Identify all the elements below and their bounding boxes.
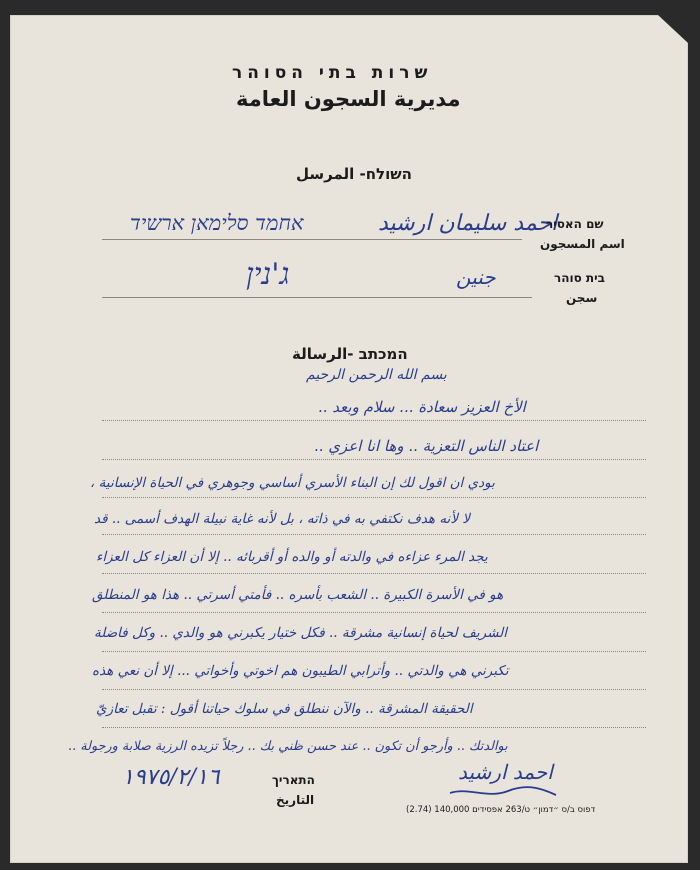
prison-line — [102, 297, 532, 298]
prisoner-name-label-arabic: اسم المسجون — [540, 237, 625, 251]
date-label-arabic: التاريخ — [276, 793, 315, 807]
signature-flourish — [448, 785, 558, 801]
printer-footer: דפוס ב/ס ״דמון״ ט/263 אפסידים 140,000 (2.74) — [406, 805, 596, 815]
letter-line-6: يجد المرء عزاءه في والدته أو والده أو أقربائه .. إلا أن العزاء كل العزاء — [96, 549, 488, 565]
prisoner-name-label-hebrew: שם האסיר — [546, 217, 604, 231]
letter-line-3: اعتاد الناس التعزية .. وها انا اعزي .. — [314, 437, 539, 455]
letter-line-11: بوالدتك .. وأرجو أن تكون .. عند حسن ظني بك .. رجلاً تزيده الرزية صلابة ورجولة .. — [68, 739, 508, 754]
prison-label-arabic: سجن — [566, 291, 598, 305]
sender-label: השולח- المرسل — [296, 165, 412, 183]
prisoner-name-hebrew: אחמד סלימאן ארשיד — [130, 211, 304, 235]
letter-line-2: الأخ العزيز سعادة ... سلام وبعد .. — [318, 398, 526, 416]
ruled-line-8 — [102, 689, 646, 690]
letter-line-10: الحقيقة المشرقة .. والآن ننطلق في سلوك حياتنا أقول : تقبل تعازيّ — [96, 701, 473, 717]
ruled-line-4 — [102, 534, 646, 535]
ruled-line-5 — [102, 573, 646, 574]
prison-name-arabic: جنين — [456, 265, 496, 289]
letter-line-5: لا لأنه هدف نكتفي به في ذاته ، بل لأنه غاية نبيلة الهدف أسمى .. قد — [94, 511, 471, 527]
letter-line-9: تكبرني هي والدتي .. وأترابي الطيبون هم اخوتي وأخواتي ... إلا أن نعي هذه — [92, 663, 509, 679]
letter-line-4: بودي ان اقول لك إن البناء الأسري أساسي وجوهري في الحياة الإنسانية ، — [90, 475, 495, 491]
prisoner-name-arabic: احمد سليمان ارشيد — [378, 211, 558, 236]
page-corner-fold — [658, 15, 688, 43]
ruled-line-9 — [102, 727, 646, 728]
prisoner-name-line — [102, 239, 522, 240]
signature: احمد ارشيد — [458, 760, 553, 784]
letter-sheet — [10, 15, 688, 863]
ruled-line-2 — [102, 459, 646, 460]
letter-line-7: هو في الأسرة الكبيرة .. الشعب بأسره .. فأمتي أسرتي .. هذا هو المنطلق — [92, 587, 504, 603]
prison-label-hebrew: בית סוהר — [554, 271, 605, 285]
ruled-line-7 — [102, 651, 646, 652]
letter-label: המכתב -الرسالة — [292, 345, 408, 363]
ruled-line-3 — [102, 497, 646, 498]
date-label-hebrew: התאריך — [272, 773, 315, 787]
arabic-directorate-title: مديرية السجون العامة — [236, 87, 461, 111]
date-value: ١٩٧٥/٢/١٦ — [122, 765, 220, 790]
prison-name-hebrew: ג'נין — [246, 257, 290, 292]
letter-line-8: الشريف لحياة إنسانية مشرقة .. فكل ختيار يكبرني هو والدي .. وكل فاضلة — [94, 625, 508, 641]
letter-line-1: بسم الله الرحمن الرحيم — [306, 367, 447, 383]
hebrew-prison-service-title: שרות בתי הסוהר — [232, 63, 433, 83]
ruled-line-6 — [102, 612, 646, 613]
ruled-line-1 — [102, 420, 646, 421]
